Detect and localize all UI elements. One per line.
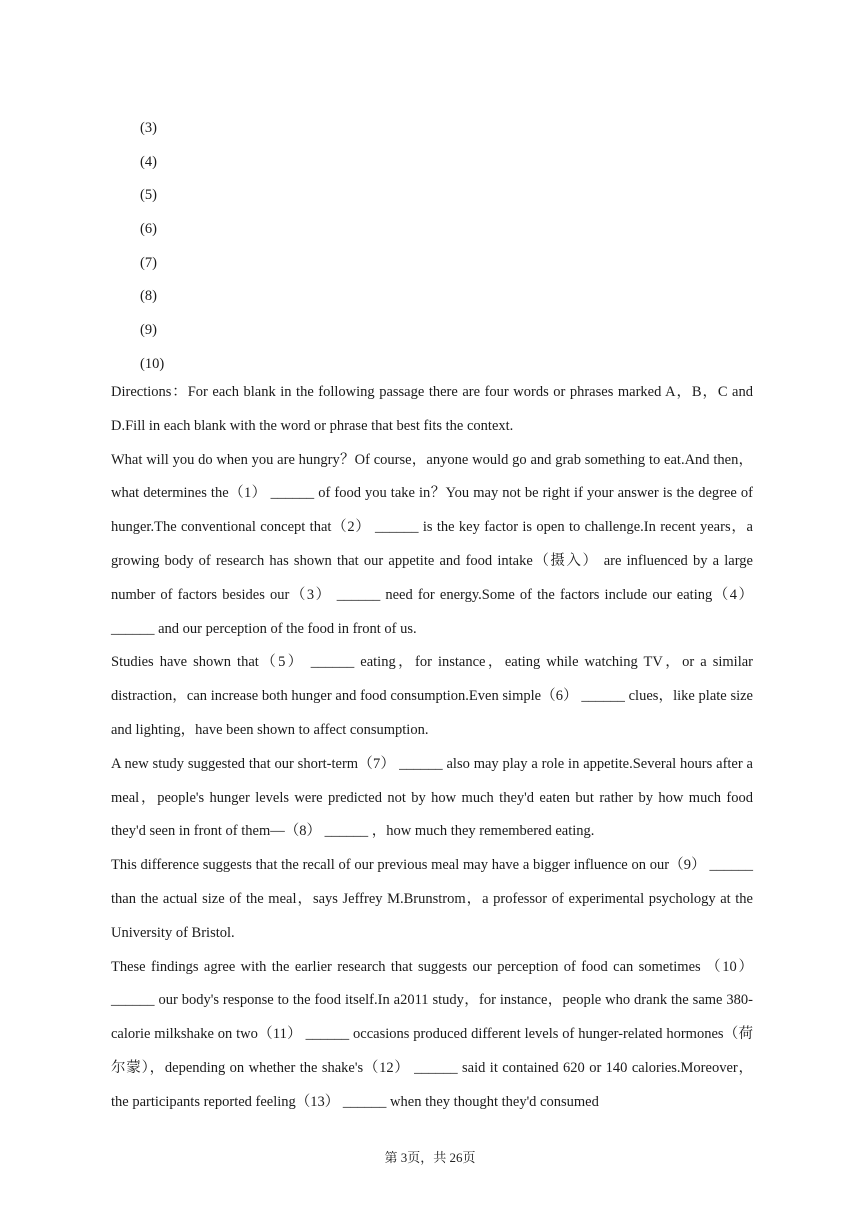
passage-paragraph: This difference suggests that the recall of our previous meal may have a bigger influence on our（9） ______ than the actual size of the meal，says Jeffrey M.Brunstrom，a professor of experimental psychology at the University of Bristol. [111,857,753,941]
answer-number: (9) [140,322,157,339]
answer-number: (10) [140,355,165,372]
answer-number: (7) [140,254,157,271]
answer-number: (8) [140,288,157,305]
passage-paragraph: These findings agree with the earlier research that suggests our perception of food can sometimes （10） ______ our body's response to the food itself.In a2011 study，for instance，people who drank the same 380-calorie milkshake on two（11） ______ occasions produced different levels of hunger-related hormones（荷尔蒙），depending on whether the shake's（12） ______ said it contained 620 or 140 calories.Moreover，the participants reported feeling（13） ______ when they thought they'd consumed [111,958,753,1110]
page-footer [0,1147,860,1166]
passage-paragraph: What will you do when you are hungry？Of course，anyone would go and grab something to eat.And then，what determines the（1） ______ of food you take in？You may not be right if your answer is the degree of hunger.The conventional concept that（2） ______ is the key factor is open to challenge.In recent years，a growing body of research has shown that our appetite and food intake（摄入） are influenced by a large number of factors besides our（3） ______ need for energy.Some of the factors include our eating（4） ______ and our perception of the food in front of us. [111,451,753,637]
answer-number: (4) [140,153,157,170]
passage-paragraph: Studies have shown that（5） ______ eating，for instance，eating while watching TV，or a similar distraction，can increase both hunger and food consumption.Even simple（6） ______ clues，like plate size and lighting，have been shown to affect consumption. [111,654,753,738]
cloze-passage [111,376,753,1120]
directions-text: Directions：For each blank in the following passage there are four words or phrases marked A，B，C and D.Fill in each blank with the word or phrase that best fits the context. [111,384,753,434]
answer-number-list [140,112,164,382]
answer-number: (3) [140,120,157,136]
answer-number: (6) [140,221,157,238]
passage-paragraph: A new study suggested that our short-term（7） ______ also may play a role in appetite.Several hours after a meal，people's hunger levels were predicted not by how much they'd eaten but rather by how much food they'd seen in front of them—（8） ______ ，how much they remembered eating. [111,755,753,840]
answer-number: (5) [140,187,157,204]
page-number-label: 第 3页，共 26页 [384,1150,476,1165]
